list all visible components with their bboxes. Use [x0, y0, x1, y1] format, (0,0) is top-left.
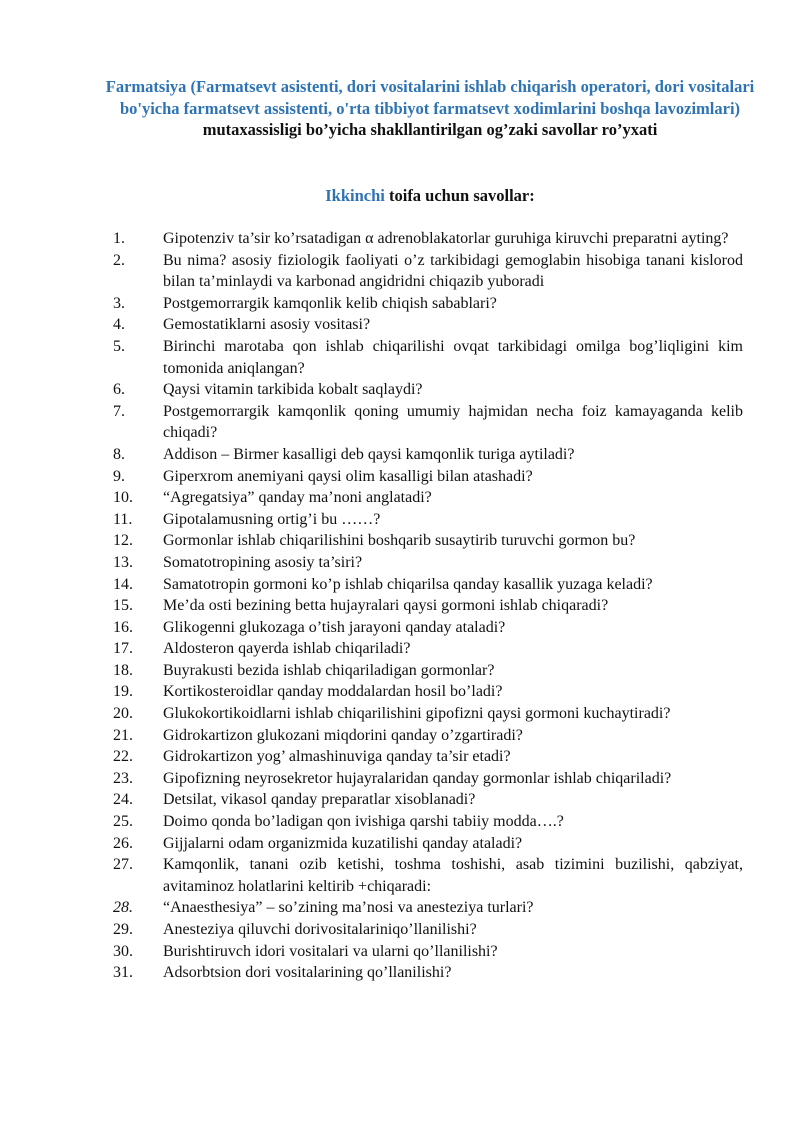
question-text: Burishtiruvch idori vositalari va ularni qo’llanilishi?: [163, 942, 498, 960]
question-text: Postgemorrargik kamqonlik kelib chiqish sabablari?: [163, 294, 497, 312]
question-item: [113, 509, 743, 531]
question-number: 23.: [113, 769, 133, 787]
category-name: Ikkinchi: [325, 186, 385, 205]
question-number: 9.: [113, 467, 125, 485]
question-text: Gormonlar ishlab chiqarilishini boshqarib susaytirib turuvchi gormon bu?: [163, 532, 636, 550]
question-text: Doimo qonda bo’ladigan qon ivishiga qarshi tabiiy modda….?: [163, 813, 564, 831]
question-number: 10.: [113, 489, 133, 507]
question-number: 2.: [113, 251, 125, 269]
question-item: [113, 746, 743, 768]
question-text: Somatotropining asosiy ta’siri?: [163, 553, 363, 571]
question-number: 18.: [113, 661, 133, 679]
question-number: 3.: [113, 294, 125, 312]
question-number: 16.: [113, 618, 133, 636]
question-text: Postgemorrargik kamqonlik qoning umumiy hajmidan necha foiz kamayaganda kelib chiqadi?: [163, 402, 743, 442]
question-text: Birinchi marotaba qon ishlab chiqarilishi ovqat tarkibidagi omilga bog’liqligini kim tomonida aniqlangan?: [163, 337, 743, 377]
question-item: [113, 444, 743, 466]
question-text: Gipotenziv ta’sir ko’rsatadigan α adrenoblakatorlar guruhiga kiruvchi preparatni ayting?: [163, 230, 729, 247]
question-item: [113, 314, 743, 336]
question-number: 31.: [113, 964, 133, 982]
question-text: Qaysi vitamin tarkibida kobalt saqlaydi?: [163, 381, 423, 399]
question-number: 5.: [113, 337, 125, 355]
question-text: Glukokortikoidlarni ishlab chiqarilishini gipofizni qaysi gormoni kuchaytiradi?: [163, 705, 671, 723]
category-heading: [100, 185, 760, 207]
question-item: [113, 487, 743, 509]
question-text: “Agregatsiya” qanday ma’noni anglatadi?: [163, 489, 432, 507]
question-item: [113, 617, 743, 639]
title-suffix: mutaxassisligi bo’yicha shakllantirilgan og’zaki savollar ro’yxati: [202, 120, 658, 139]
question-text: Gidrokartizon yog’ almashinuviga qanday ta’sir etadi?: [163, 748, 511, 766]
question-item: [113, 941, 743, 963]
question-number: 27.: [113, 856, 133, 874]
question-item: [113, 336, 743, 379]
question-text: Me’da osti bezining betta hujayralari qaysi gormoni ishlab chiqaradi?: [163, 597, 609, 615]
question-item: [113, 379, 743, 401]
question-list: [113, 228, 743, 984]
question-text: Gidrokartizon glukozani miqdorini qanday o’zgartiradi?: [163, 726, 523, 744]
question-item: [113, 638, 743, 660]
question-number: 21.: [113, 726, 133, 744]
question-text: Kamqonlik, tanani ozib ketishi, toshma toshishi, asab tizimini buzilishi, qabziyat, avitaminoz holatlarini keltirib +chiqaradi:: [163, 856, 743, 895]
category-suffix: toifa uchun savollar:: [384, 186, 535, 205]
document-title: [100, 76, 760, 141]
question-item: [113, 574, 743, 596]
question-item: [113, 466, 743, 488]
question-number: 28.: [113, 899, 133, 917]
question-item: [113, 681, 743, 703]
question-item: [113, 552, 743, 574]
question-text: Gipofizning neyrosekretor hujayralaridan qanday gormonlar ishlab chiqariladi?: [163, 769, 672, 787]
question-number: 14.: [113, 575, 133, 593]
question-text: Gemostatiklarni asosiy vositasi?: [163, 316, 371, 334]
question-number: 7.: [113, 402, 125, 420]
question-item: [113, 530, 743, 552]
question-number: 22.: [113, 748, 133, 766]
question-number: 26.: [113, 834, 133, 852]
question-item: [113, 250, 743, 293]
question-item: [113, 703, 743, 725]
question-item: [113, 811, 743, 833]
question-item: [113, 919, 743, 941]
question-number: 1.: [113, 230, 125, 247]
question-number: 20.: [113, 705, 133, 723]
question-number: 25.: [113, 813, 133, 831]
question-number: 11.: [113, 510, 133, 528]
question-item: [113, 833, 743, 855]
question-item: [113, 595, 743, 617]
question-text: Addison – Birmer kasalligi deb qaysi kamqonlik turiga aytiladi?: [163, 445, 575, 463]
question-number: 17.: [113, 640, 133, 658]
question-text: Giperxrom anemiyani qaysi olim kasalligi bilan atashadi?: [163, 467, 533, 485]
question-text: Gipotalamusning ortig’i bu ……?: [163, 510, 381, 528]
question-item: [113, 962, 743, 984]
question-item: [113, 401, 743, 444]
question-number: 15.: [113, 597, 133, 615]
question-number: 29.: [113, 921, 133, 938]
question-text: Kortikosteroidlar qanday moddalardan hosil bo’ladi?: [163, 683, 503, 701]
question-item: [113, 293, 743, 315]
question-text: Aldosteron qayerda ishlab chiqariladi?: [163, 640, 411, 658]
question-item: [113, 768, 743, 790]
question-text: Anesteziya qiluvchi dorivositalariniqo’llanilishi?: [163, 921, 477, 938]
question-number: 8.: [113, 445, 125, 463]
question-text: Adsorbtsion dori vositalarining qo’llanilishi?: [163, 964, 452, 982]
question-item: [113, 789, 743, 811]
question-item: [113, 660, 743, 682]
question-text: Gijjalarni odam organizmida kuzatilishi qanday ataladi?: [163, 834, 523, 852]
title-specialty: Farmatsiya (Farmatsevt asistenti, dori vositalarini ishlab chiqarish operatori, dori vositalari bo'yicha farmatsevt assistenti, o'rta tibbiyot farmatsevt xodimlarini boshqa lavozimlari): [105, 77, 755, 118]
question-number: 12.: [113, 532, 133, 550]
question-text: Buyrakusti bezida ishlab chiqariladigan gormonlar?: [163, 661, 495, 679]
question-number: 30.: [113, 942, 133, 960]
question-number: 24.: [113, 791, 133, 809]
question-text: Glikogenni glukozaga o’tish jarayoni qanday ataladi?: [163, 618, 506, 636]
question-item: [113, 854, 743, 897]
question-number: 19.: [113, 683, 133, 701]
question-text: “Anaesthesiya” – so’zining ma’nosi va anesteziya turlari?: [163, 899, 534, 917]
question-number: 4.: [113, 316, 125, 334]
question-text: Detsilat, vikasol qanday preparatlar xisoblanadi?: [163, 791, 476, 809]
question-item: [113, 725, 743, 747]
question-number: 6.: [113, 381, 125, 399]
question-text: Bu nima? asosiy fiziologik faoliyati o’z tarkibidagi gemoglabin hisobiga tanani kislorod bilan ta’minlaydi va karbonad angidridni chiqazib yuboradi: [163, 251, 743, 291]
question-item: [113, 897, 743, 919]
question-number: 13.: [113, 553, 133, 571]
question-text: Samatotropin gormoni ko’p ishlab chiqarilsa qanday kasallik yuzaga keladi?: [163, 575, 653, 593]
question-item: [113, 228, 743, 250]
